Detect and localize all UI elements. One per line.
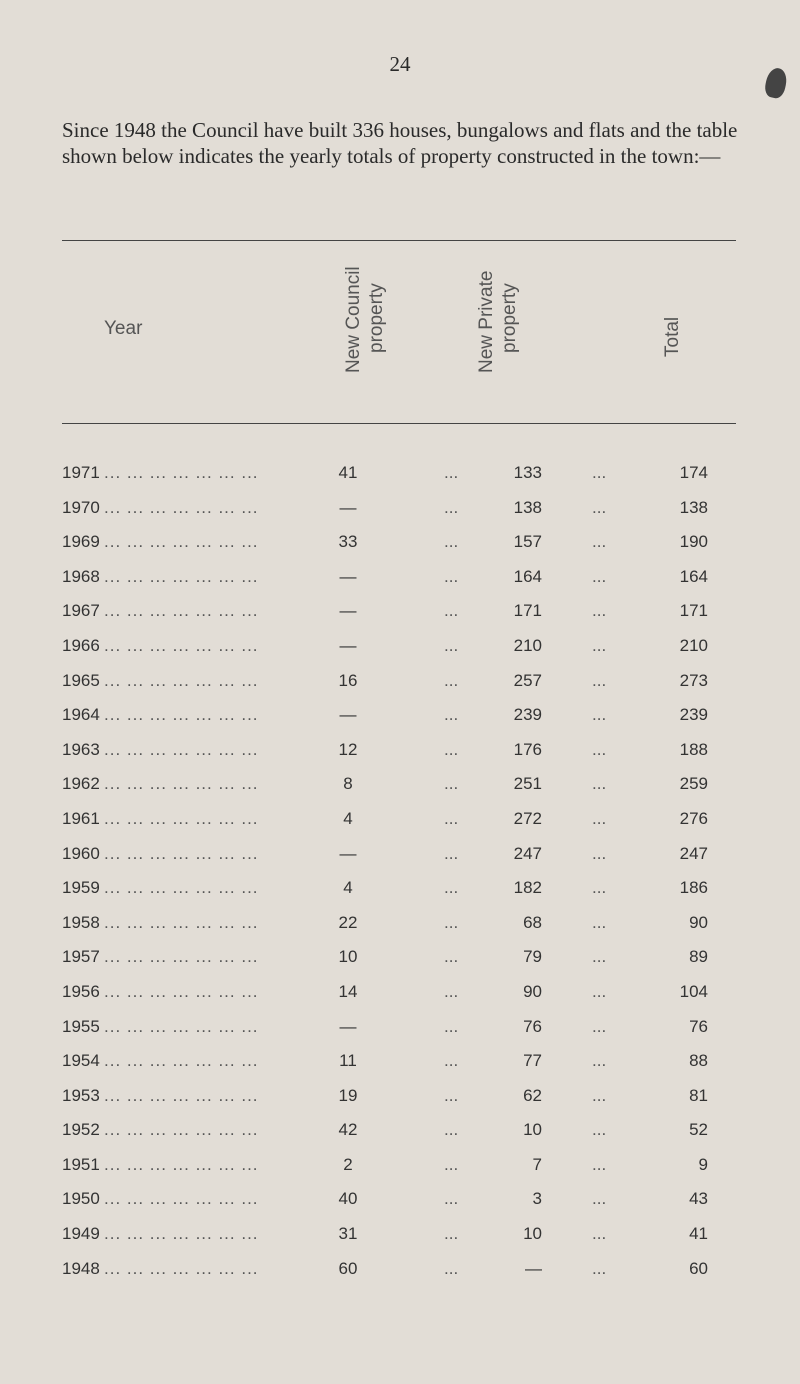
dot-leader: ... (444, 1085, 459, 1105)
row-year: 1948 (62, 1258, 100, 1278)
header-private-line1: New Private (476, 270, 497, 373)
private-value: 138 (513, 497, 542, 517)
table-row (0, 498, 800, 533)
private-value: 62 (523, 1085, 542, 1105)
council-value: 14 (338, 981, 358, 1001)
dot-leader: ... (592, 1120, 607, 1140)
row-year: 1960 (62, 843, 100, 863)
private-value: 176 (513, 739, 542, 759)
dot-leader: ... (444, 1258, 459, 1278)
header-council-line2: property (366, 283, 387, 353)
total-value: 41 (689, 1224, 708, 1244)
council-value: 4 (343, 878, 353, 898)
dot-leader: ... ... ... ... ... ... ... (104, 739, 259, 759)
dot-leader: ... (592, 1051, 607, 1071)
table-row (0, 1259, 800, 1294)
council-value: 12 (338, 739, 358, 759)
dot-leader: ... (592, 1258, 607, 1278)
table-row (0, 1017, 800, 1052)
dot-leader: ... (444, 1120, 459, 1140)
total-value: 164 (679, 566, 708, 586)
table-row (0, 1155, 800, 1190)
dot-leader: ... ... ... ... ... ... ... (104, 843, 259, 863)
dot-leader: ... (444, 1051, 459, 1071)
dot-leader: ... (592, 1154, 607, 1174)
dot-leader: ... ... ... ... ... ... ... (104, 670, 259, 690)
header-private-line2: property (499, 283, 520, 353)
dot-leader: ... (444, 1154, 459, 1174)
total-value: 239 (679, 705, 708, 725)
dot-leader: ... ... ... ... ... ... ... (104, 947, 259, 967)
dot-leader: ... (444, 843, 459, 863)
table-header-rule (62, 423, 736, 424)
dot-leader: ... (592, 947, 607, 967)
total-value: 276 (679, 808, 708, 828)
total-value: 259 (679, 774, 708, 794)
dot-leader: ... ... ... ... ... ... ... (104, 601, 259, 621)
private-value: 239 (513, 705, 542, 725)
dot-leader: ... (444, 981, 459, 1001)
private-value: 68 (523, 912, 542, 932)
row-year: 1953 (62, 1085, 100, 1105)
council-value: 19 (338, 1085, 358, 1105)
table-row (0, 567, 800, 602)
dot-leader: ... ... ... ... ... ... ... (104, 981, 259, 1001)
dot-leader: ... (592, 1016, 607, 1036)
private-value: 90 (523, 981, 542, 1001)
council-value: 11 (339, 1051, 357, 1071)
table-row (0, 878, 800, 913)
table-row (0, 671, 800, 706)
table-row (0, 982, 800, 1017)
row-year: 1966 (62, 635, 100, 655)
row-year: 1961 (62, 808, 100, 828)
dot-leader: ... ... ... ... ... ... ... (104, 774, 259, 794)
dot-leader: ... (592, 1085, 607, 1105)
table-body (0, 463, 800, 1293)
table-row (0, 601, 800, 636)
header-total: Total (662, 316, 683, 357)
total-value: 60 (689, 1258, 708, 1278)
total-value: 104 (679, 981, 708, 1001)
private-value: 251 (513, 774, 542, 794)
dot-leader: ... (592, 739, 607, 759)
total-value: 76 (689, 1016, 708, 1036)
dot-leader: ... (592, 566, 607, 586)
intro-paragraph: Since 1948 the Council have built 336 houses, bungalows and flats and the table shown below indicates the yearly totals of property constructed in the town:— (62, 118, 738, 168)
total-value: 186 (679, 878, 708, 898)
dot-leader: ... ... ... ... ... ... ... (104, 463, 259, 482)
dot-leader: ... ... ... ... ... ... ... (104, 1085, 259, 1105)
table-top-rule (62, 240, 736, 241)
row-year: 1949 (62, 1224, 100, 1244)
dot-leader: ... (592, 635, 607, 655)
total-value: 171 (679, 601, 708, 621)
council-value: 40 (338, 1189, 358, 1209)
private-value: 164 (513, 566, 542, 586)
row-year: 1954 (62, 1051, 100, 1071)
total-value: 210 (679, 635, 708, 655)
total-value: 188 (679, 739, 708, 759)
row-year: 1969 (62, 532, 100, 552)
private-value: 7 (532, 1154, 542, 1174)
dot-leader: ... (444, 878, 459, 898)
dot-leader: ... ... ... ... ... ... ... (104, 635, 259, 655)
total-value: 52 (689, 1120, 708, 1140)
dot-leader: ... (444, 947, 459, 967)
council-value: 10 (338, 947, 358, 967)
private-value: 10 (523, 1120, 542, 1140)
dot-leader: ... (444, 601, 459, 621)
private-value: 79 (523, 947, 542, 967)
council-value: 2 (343, 1154, 353, 1174)
table-row (0, 1224, 800, 1259)
dot-leader: ... ... ... ... ... ... ... (104, 912, 259, 932)
council-value: — (339, 497, 357, 517)
dot-leader: ... (444, 1016, 459, 1036)
total-value: 43 (689, 1189, 708, 1209)
dot-leader: ... (592, 912, 607, 932)
row-year: 1950 (62, 1189, 100, 1209)
dot-leader: ... ... ... ... ... ... ... (104, 1258, 259, 1278)
row-year: 1951 (62, 1154, 100, 1174)
row-year: 1962 (62, 774, 100, 794)
table-row (0, 532, 800, 567)
total-value: 273 (679, 670, 708, 690)
dot-leader: ... (444, 670, 459, 690)
page-number: 24 (389, 52, 411, 76)
council-value: — (339, 1016, 357, 1036)
council-value: 22 (338, 912, 358, 932)
table-row (0, 463, 800, 498)
row-year: 1968 (62, 566, 100, 586)
dot-leader: ... (444, 739, 459, 759)
row-year: 1956 (62, 981, 100, 1001)
total-value: 88 (689, 1051, 708, 1071)
dot-leader: ... (592, 1224, 607, 1244)
table-row (0, 947, 800, 982)
private-value: — (525, 1258, 542, 1278)
dot-leader: ... ... ... ... ... ... ... (104, 705, 259, 725)
private-value: 77 (523, 1051, 542, 1071)
total-value: 90 (689, 912, 708, 932)
total-value: 247 (679, 843, 708, 863)
dot-leader: ... (592, 463, 607, 482)
dot-leader: ... (444, 566, 459, 586)
dot-leader: ... (592, 532, 607, 552)
row-year: 1959 (62, 878, 100, 898)
table-row (0, 1189, 800, 1224)
dot-leader: ... (592, 497, 607, 517)
dot-leader: ... ... ... ... ... ... ... (104, 532, 259, 552)
dot-leader: ... (444, 808, 459, 828)
dot-leader: ... (592, 843, 607, 863)
private-value: 247 (513, 843, 542, 863)
row-year: 1965 (62, 670, 100, 690)
row-year: 1958 (62, 912, 100, 932)
dot-leader: ... (444, 532, 459, 552)
dot-leader: ... ... ... ... ... ... ... (104, 1189, 259, 1209)
row-year: 1971 (62, 463, 100, 482)
dot-leader: ... (444, 912, 459, 932)
dot-leader: ... (444, 635, 459, 655)
row-year: 1964 (62, 705, 100, 725)
dot-leader: ... (444, 1224, 459, 1244)
table-row (0, 844, 800, 879)
table-row (0, 774, 800, 809)
dot-leader: ... ... ... ... ... ... ... (104, 878, 259, 898)
total-value: 174 (679, 463, 708, 482)
dot-leader: ... (444, 1189, 459, 1209)
dot-leader: ... ... ... ... ... ... ... (104, 497, 259, 517)
dot-leader: ... ... ... ... ... ... ... (104, 808, 259, 828)
council-value: — (339, 601, 357, 621)
dot-leader: ... (444, 463, 459, 482)
table-row (0, 1086, 800, 1121)
dot-leader: ... (592, 808, 607, 828)
dot-leader: ... (592, 705, 607, 725)
dot-leader: ... (592, 878, 607, 898)
row-year: 1967 (62, 601, 100, 621)
dot-leader: ... ... ... ... ... ... ... (104, 1154, 259, 1174)
header-year: Year (104, 318, 143, 339)
total-value: 9 (698, 1154, 708, 1174)
table-row (0, 740, 800, 775)
total-value: 89 (689, 947, 708, 967)
dot-leader: ... (444, 774, 459, 794)
dot-leader: ... ... ... ... ... ... ... (104, 1224, 259, 1244)
table-row (0, 1051, 800, 1086)
dot-leader: ... (444, 497, 459, 517)
council-value: 8 (343, 774, 353, 794)
council-value: — (339, 635, 357, 655)
private-value: 10 (523, 1224, 542, 1244)
private-value: 171 (513, 601, 542, 621)
council-value: 16 (338, 670, 358, 690)
row-year: 1955 (62, 1016, 100, 1036)
table-row (0, 1120, 800, 1155)
private-value: 133 (513, 463, 542, 482)
table-row (0, 705, 800, 740)
header-council-line1: New Council (343, 266, 364, 373)
dot-leader: ... (592, 601, 607, 621)
total-value: 81 (689, 1085, 708, 1105)
dot-leader: ... ... ... ... ... ... ... (104, 566, 259, 586)
row-year: 1957 (62, 947, 100, 967)
private-value: 76 (523, 1016, 542, 1036)
dot-leader: ... ... ... ... ... ... ... (104, 1016, 259, 1036)
dot-leader: ... (444, 705, 459, 725)
council-value: 60 (338, 1258, 358, 1278)
private-value: 3 (532, 1189, 542, 1209)
total-value: 190 (679, 532, 708, 552)
row-year: 1963 (62, 739, 100, 759)
council-value: — (339, 705, 357, 725)
private-value: 210 (513, 635, 542, 655)
table-row (0, 636, 800, 671)
private-value: 257 (513, 670, 542, 690)
council-value: 42 (338, 1120, 358, 1140)
council-value: — (339, 566, 357, 586)
table-row (0, 913, 800, 948)
row-year: 1952 (62, 1120, 100, 1140)
dot-leader: ... (592, 774, 607, 794)
dot-leader: ... (592, 670, 607, 690)
council-value: 4 (343, 808, 353, 828)
total-value: 138 (679, 497, 708, 517)
council-value: — (339, 843, 357, 863)
council-value: 41 (338, 463, 358, 482)
dot-leader: ... ... ... ... ... ... ... (104, 1051, 259, 1071)
dot-leader: ... (592, 1189, 607, 1209)
private-value: 182 (513, 878, 542, 898)
council-value: 31 (338, 1224, 358, 1244)
private-value: 157 (513, 532, 542, 552)
row-year: 1970 (62, 497, 100, 517)
council-value: 33 (338, 532, 358, 552)
dot-leader: ... (592, 981, 607, 1001)
private-value: 272 (513, 808, 542, 828)
dot-leader: ... ... ... ... ... ... ... (104, 1120, 259, 1140)
table-row (0, 809, 800, 844)
